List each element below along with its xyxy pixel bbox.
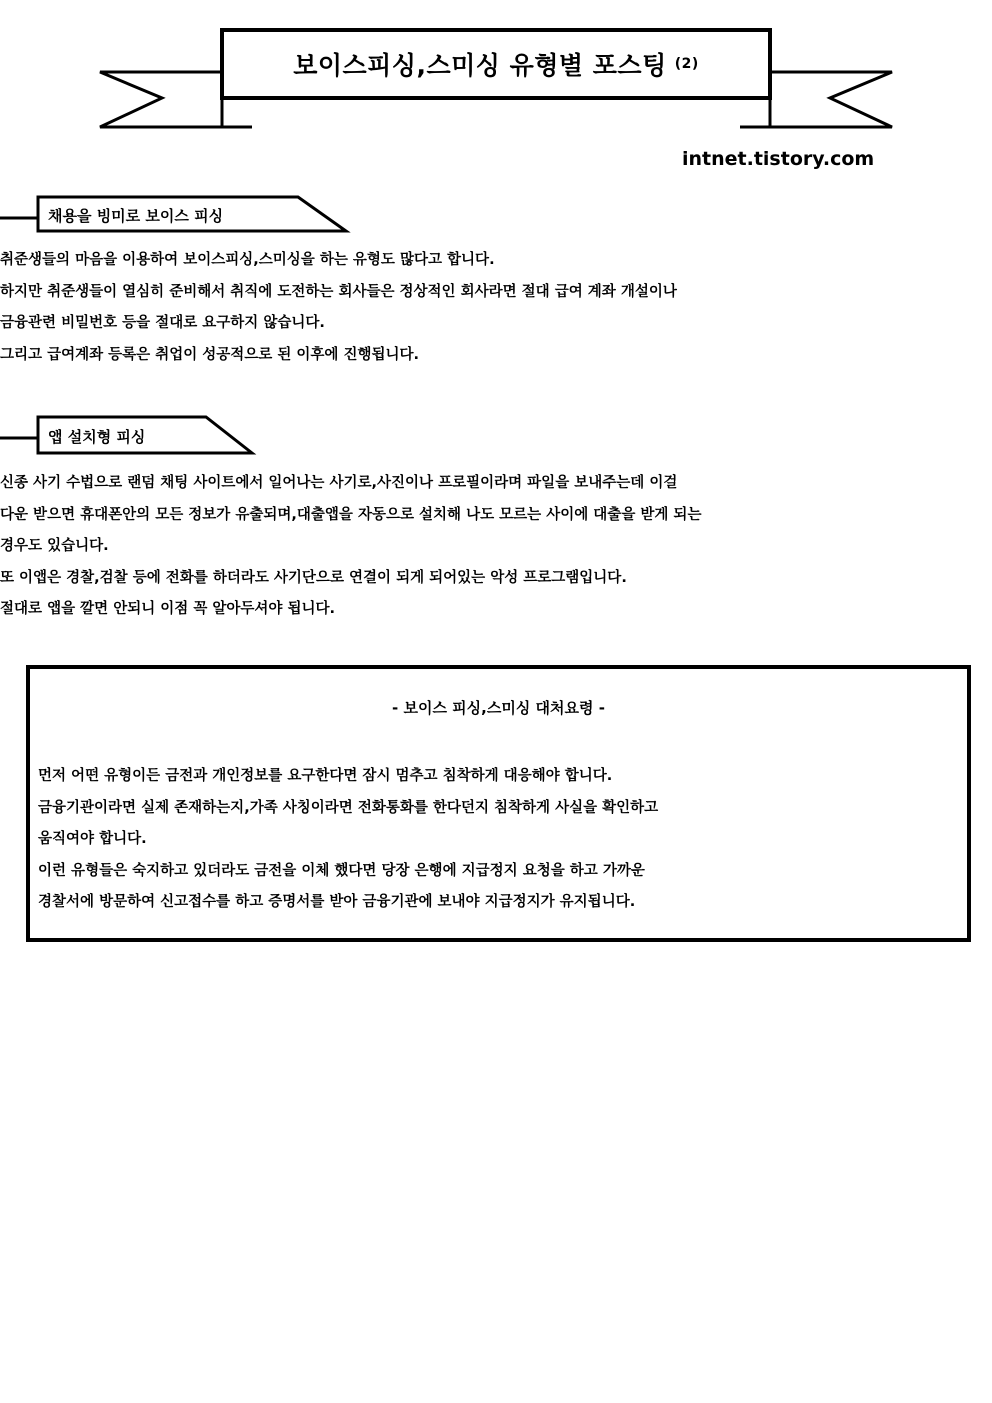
section-tag-recruitment — [0, 194, 360, 244]
text-line: 금융관련 비밀번호 등을 절대로 요구하지 않습니다. — [0, 315, 325, 331]
section-tag-label: 채용을 빙미로 보이스 피싱 — [48, 206, 224, 225]
text-line: 신종 사기 수법으로 랜덤 채팅 사이트에서 일어나는 사기로,사진이나 프로필이라며 파일을 보내주는데 이걸 — [0, 475, 678, 491]
tips-body — [38, 761, 958, 919]
section-body-recruitment — [0, 245, 990, 371]
text-line: 먼저 어떤 유형이든 금전과 개인정보를 요구한다면 잠시 멈추고 침착하게 대응해야 합니다. — [38, 768, 613, 784]
text-line: 절대로 앱을 깔면 안되니 이점 꼭 알아두셔야 됩니다. — [0, 601, 335, 617]
text-line: 금융기관이라면 실제 존재하는지,가족 사칭이라면 전화통화를 한다던지 침착하게 사실을 확인하고 — [38, 799, 659, 816]
page-title-suffix: (2) — [674, 56, 699, 72]
ribbon-left-tail — [100, 72, 222, 127]
text-line: 움직여야 합니다. — [38, 831, 147, 847]
text-line: 다운 받으면 휴대폰안의 모든 정보가 유출되며,대출앱을 자동으로 설치해 나도 모르는 사이에 대출을 받게 되는 — [0, 506, 702, 523]
text-line: 경찰서에 방문하여 신고접수를 하고 증명서를 받아 금융기관에 보내야 지급정지가 유지됩니다. — [38, 894, 636, 910]
text-line: 취준생들의 마음을 이용하여 보이스피싱,스미싱을 하는 유형도 많다고 합니다. — [0, 252, 495, 268]
text-line: 또 이앱은 경찰,검찰 등에 전화를 하더라도 사기단으로 연결이 되게 되어있는 악성 프로그램입니다. — [0, 569, 627, 586]
section-body-app-install — [0, 468, 990, 626]
tips-title: - 보이스 피싱,스미싱 대처요령 - — [392, 699, 605, 717]
ribbon-right-fold — [740, 98, 770, 127]
ribbon-left-fold — [222, 98, 252, 127]
tips-box — [26, 665, 971, 942]
page-title — [222, 30, 770, 98]
site-url: intnet.tistory.com — [682, 148, 875, 170]
text-line: 그리고 급여계좌 등록은 취업이 성공적으로 된 이후에 진행됩니다. — [0, 346, 420, 363]
text-line: 이런 유형들은 숙지하고 있더라도 금전을 이체 했다면 당장 은행에 지급정지 요청을 하고 가까운 — [38, 862, 645, 879]
ribbon-right-tail — [770, 72, 892, 127]
page-title-text: 보이스피싱,스미싱 유형별 포스팅 — [293, 51, 667, 80]
text-line: 경우도 있습니다. — [0, 538, 109, 554]
text-line: 하지만 취준생들이 열심히 준비해서 취직에 도전하는 회사들은 정상적인 회사라면 절대 급여 계좌 개설이나 — [0, 283, 677, 300]
section-tag-app-install — [0, 414, 360, 464]
section-tag-label: 앱 설치형 피싱 — [48, 427, 146, 446]
